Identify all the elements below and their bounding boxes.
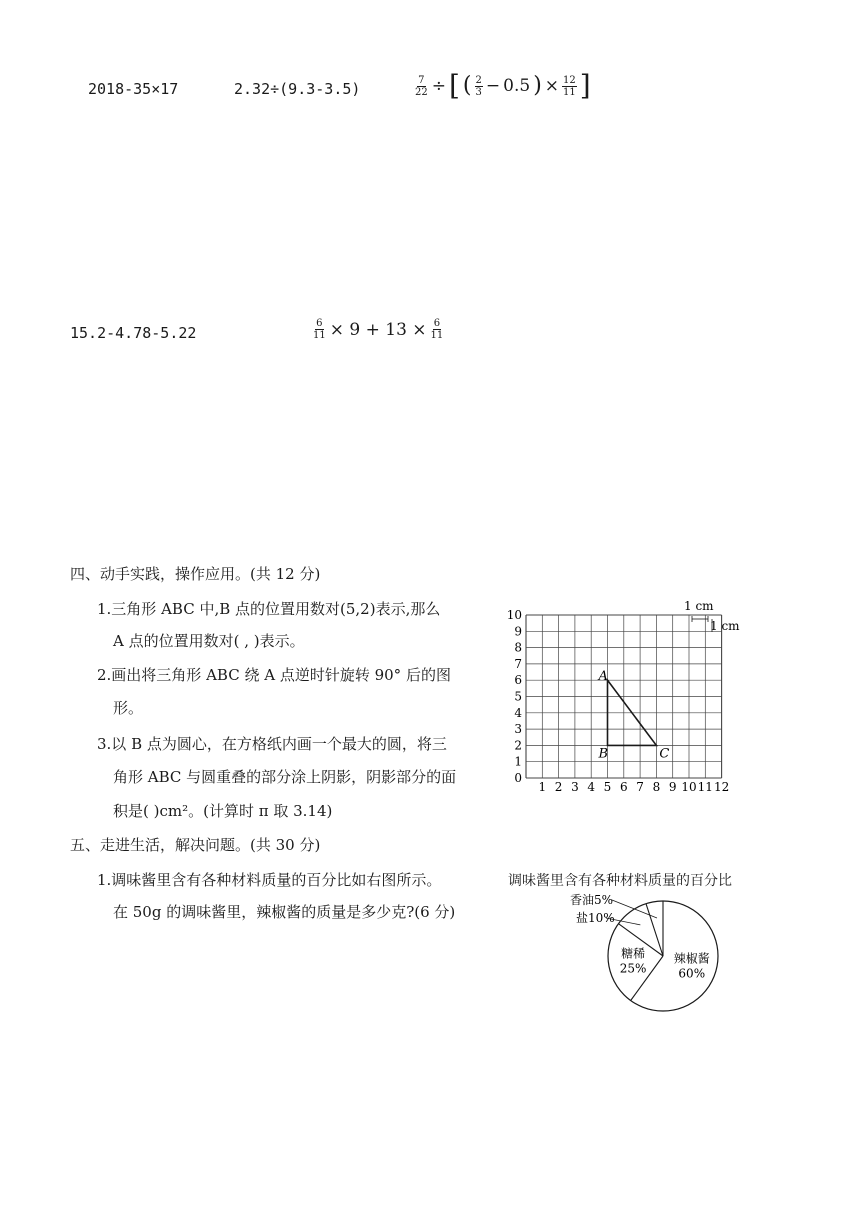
- left-bracket: [: [448, 69, 460, 102]
- pie-slice-name: 香油: [569, 893, 594, 907]
- y-tick-label: 9: [514, 624, 522, 639]
- x-tick-label: 12: [713, 780, 730, 794]
- pie-slice-name: 辣椒酱: [673, 951, 710, 966]
- x-tick-label: 2: [554, 780, 563, 794]
- pie-slice-divider: [646, 904, 663, 956]
- question-4-2-line-2: 形。: [113, 699, 144, 717]
- calc-expr-3: [414, 69, 591, 102]
- vertex-label-b: B: [598, 746, 609, 762]
- pie-slice-name: 糖稀: [621, 946, 646, 961]
- x-tick-label: 9: [668, 780, 677, 794]
- value: 0.5: [503, 76, 531, 96]
- question-4-1-line-2: A 点的位置用数对( , )表示。: [113, 632, 305, 650]
- calc-expr-5: [312, 318, 444, 341]
- pie-slice-value: 5%: [594, 893, 614, 907]
- pie-chart-title: 调味酱里含有各种材料质量的百分比: [508, 873, 732, 889]
- coordinate-grid: [500, 592, 760, 802]
- right-bracket: ]: [579, 69, 591, 102]
- y-tick-label: 10: [506, 608, 522, 622]
- question-4-2-line-1: 2.画出将三角形 ABC 绕 A 点逆时针旋转 90° 后的图: [97, 666, 451, 684]
- x-tick-label: 4: [587, 780, 596, 794]
- y-tick-label: 7: [514, 656, 522, 671]
- calc-expr-4: 15.2-4.78-5.22: [70, 324, 197, 342]
- y-tick-label: 2: [514, 738, 522, 753]
- divide-sign: ÷: [431, 76, 446, 96]
- x-tick-label: 1: [538, 780, 547, 794]
- y-tick-label: 1: [514, 754, 522, 769]
- vertex-label-a: A: [598, 669, 608, 685]
- grid-tick-labels: [507, 608, 730, 794]
- vertex-label-c: C: [659, 746, 670, 762]
- expression-middle: × 9 + 13 ×: [329, 319, 427, 340]
- fraction: $\frac{7}{22}$: [415, 74, 428, 98]
- pie-chart: [520, 888, 740, 1028]
- x-tick-label: 10: [681, 780, 697, 794]
- right-paren: ): [533, 73, 542, 98]
- x-tick-label: 7: [636, 780, 644, 794]
- question-5-1-line-2: 在 50g 的调味酱里，辣椒酱的质量是多少克?(6 分): [113, 903, 456, 921]
- pie-slice-name: 盐: [575, 911, 588, 925]
- y-tick-label: 6: [514, 673, 522, 688]
- x-tick-label: 11: [697, 780, 713, 794]
- question-4-1-line-1: 1.三角形 ABC 中,B 点的位置用数对(5,2)表示,那么: [97, 600, 441, 618]
- section-5-title: 五、走进生活，解决问题。(共 30 分): [70, 836, 321, 854]
- x-tick-label: 8: [652, 780, 661, 794]
- scale-horizontal-label: 1 cm: [684, 599, 714, 613]
- section-4-title: 四、动手实践，操作应用。(共 12 分): [70, 565, 321, 583]
- minus-sign: −: [485, 76, 501, 96]
- x-tick-label: 5: [603, 780, 612, 794]
- question-4-3-line-1: 3.以 B 点为圆心，在方格纸内画一个最大的圆，将三: [97, 735, 447, 753]
- grid-lines: [526, 615, 722, 778]
- y-tick-label: 5: [514, 689, 522, 704]
- left-paren: (: [462, 73, 472, 98]
- pie-slice-value: 60%: [678, 966, 706, 981]
- y-tick-label: 8: [514, 640, 522, 655]
- scale-annotation: [684, 599, 740, 633]
- fraction: $\frac{6}{11}$: [430, 318, 444, 341]
- fraction: $\frac{2}{3}$: [475, 74, 482, 98]
- pie-slice-value: 25%: [619, 961, 647, 976]
- question-4-3-line-3: 积是( )cm²。(计算时 π 取 3.14): [113, 802, 333, 820]
- times-sign: ×: [544, 76, 560, 96]
- x-tick-label: 6: [619, 780, 628, 794]
- y-tick-label: 4: [514, 705, 522, 720]
- y-tick-label: 3: [514, 722, 522, 737]
- scale-vertical-label: 1 cm: [710, 619, 740, 633]
- x-tick-label: 3: [571, 780, 579, 794]
- question-4-3-line-2: 角形 ABC 与圆重叠的部分涂上阴影，阴影部分的面: [113, 768, 457, 786]
- question-5-1-line-1: 1.调味酱里含有各种材料质量的百分比如右图所示。: [97, 871, 442, 889]
- pie-labels: [570, 892, 710, 980]
- fraction: $\frac{6}{11}$: [313, 318, 326, 341]
- calc-expr-1: 2018-35×17: [88, 80, 179, 98]
- calc-expr-2: 2.32÷(9.3-3.5): [234, 80, 361, 98]
- y-tick-label: 0: [514, 771, 522, 785]
- fraction: $\frac{12}{11}$: [563, 74, 576, 98]
- pie-slice-value: 10%: [588, 911, 615, 925]
